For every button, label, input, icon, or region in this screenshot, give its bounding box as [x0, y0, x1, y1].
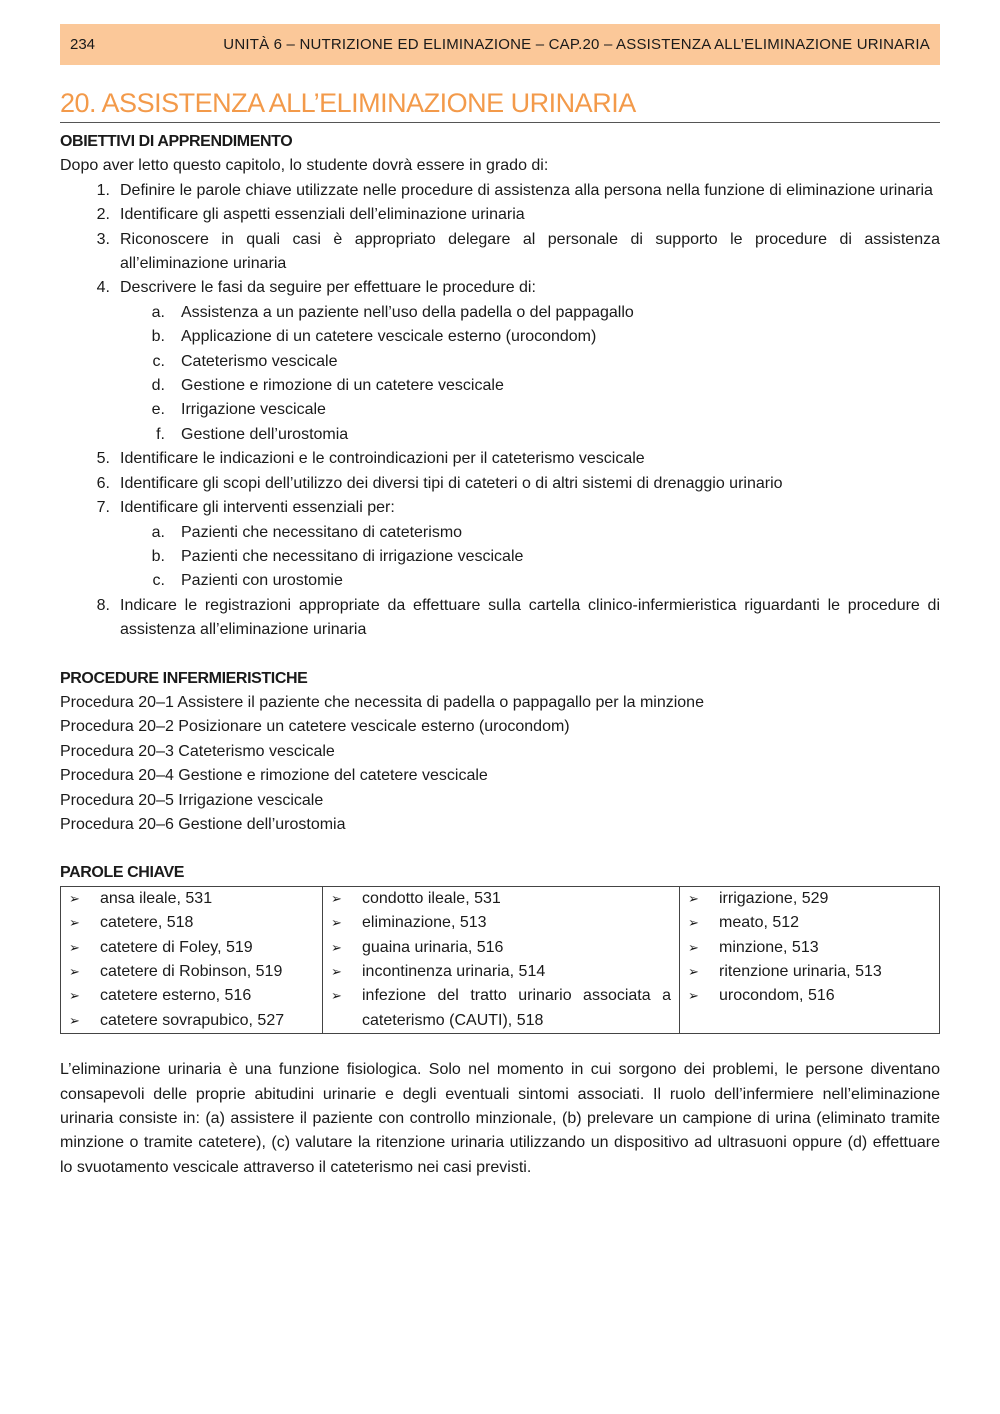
objective-subitem-letter: c.	[152, 572, 165, 590]
objective-body	[120, 472, 940, 496]
objective-text: Identificare le indicazioni e le controindicazioni per il cateterismo vescicale	[120, 450, 645, 468]
procedure-item: Procedura 20–5 Irrigazione vescicale	[60, 791, 324, 809]
keyword-item	[331, 911, 671, 935]
keyword-item	[331, 960, 671, 984]
arrow-bullet-icon: ➢	[69, 964, 80, 979]
procedures-heading: PROCEDURE INFERMIERISTICHE	[60, 669, 308, 687]
keyword-item	[69, 911, 314, 935]
keyword-item	[331, 936, 671, 960]
objective-subitem-text: Gestione dell’urostomia	[181, 425, 349, 443]
keyword-text: infezione del tratto urinario associata a cateterismo (CAUTI), 518	[362, 987, 671, 1029]
objective-subitem-letter: b.	[151, 547, 165, 565]
objective-subitem	[120, 398, 940, 422]
objective-number: 7.	[96, 499, 110, 517]
objective-text: Riconoscere in quali casi è appropriato delegare al personale di supporto le procedure di assistenza all’eliminazione urinaria	[120, 230, 940, 273]
objective-subitem-letter: f.	[156, 425, 165, 443]
arrow-bullet-icon: ➢	[331, 988, 342, 1004]
keyword-text: meato, 512	[719, 914, 800, 932]
arrow-bullet-icon: ➢	[69, 1012, 80, 1028]
arrow-bullet-icon: ➢	[688, 915, 699, 931]
arrow-bullet-icon: ➢	[331, 890, 342, 906]
procedure-item: Procedura 20–4 Gestione e rimozione del catetere vescicale	[60, 767, 488, 785]
keyword-item	[331, 984, 671, 1033]
keywords-column	[61, 886, 323, 1033]
procedure-item: Procedura 20–3 Cateterismo vescicale	[60, 742, 335, 760]
objective-subitem-text: Pazienti che necessitano di irrigazione vescicale	[181, 547, 524, 565]
objective-number: 1.	[96, 181, 110, 199]
arrow-bullet-icon: ➢	[331, 964, 342, 979]
page-number: 234	[70, 36, 96, 53]
keyword-text: catetere di Robinson, 519	[100, 963, 283, 980]
objective-body	[120, 203, 940, 227]
objective-number: 6.	[96, 474, 110, 492]
spacer	[60, 1034, 940, 1058]
objective-subitem-letter: c.	[152, 352, 165, 370]
objective-subitem	[120, 325, 940, 349]
page-content	[60, 130, 940, 1180]
objective-subitem-text: Applicazione di un catetere vescicale esterno (urocondom)	[181, 328, 597, 346]
arrow-bullet-icon: ➢	[688, 988, 699, 1004]
procedure-item: Procedura 20–2 Posizionare un catetere vescicale esterno (urocondom)	[60, 718, 570, 736]
keyword-text: ansa ileale, 531	[100, 889, 213, 907]
objective-item	[60, 594, 940, 643]
objective-subitem	[120, 521, 940, 545]
objective-subitem	[120, 374, 940, 398]
objectives-intro: Dopo aver letto questo capitolo, lo studente dovrà essere in grado di:	[60, 157, 549, 175]
arrow-bullet-icon: ➢	[688, 964, 699, 979]
objective-item	[60, 179, 940, 203]
keyword-text: ritenzione urinaria, 513	[719, 963, 882, 980]
arrow-bullet-icon: ➢	[331, 939, 342, 955]
objective-number: 8.	[96, 596, 110, 614]
procedure-item: Procedura 20–6 Gestione dell’urostomia	[60, 815, 346, 833]
objective-subitem	[120, 350, 940, 374]
objective-item	[60, 276, 940, 447]
objective-body	[120, 594, 940, 643]
objective-subitem-letter: e.	[151, 401, 165, 419]
keyword-item	[688, 984, 931, 1008]
objective-body	[120, 447, 940, 471]
objective-body	[120, 276, 940, 447]
objective-text: Identificare gli scopi dell’utilizzo dei diversi tipi di cateteri o di altri sistemi di drenaggio urinario	[120, 474, 783, 492]
objective-text: Indicare le registrazioni appropriate da effettuare sulla cartella clinico-infermieristica riguardanti le procedure di assistenza all’eliminazione urinaria	[120, 596, 940, 639]
objective-number: 2.	[96, 206, 110, 224]
objective-subitem-text: Pazienti che necessitano di cateterismo	[181, 523, 463, 541]
keyword-text: catetere, 518	[100, 914, 194, 932]
keyword-text: condotto ileale, 531	[362, 889, 501, 907]
keyword-item	[688, 960, 931, 984]
objective-number: 3.	[96, 230, 110, 248]
arrow-bullet-icon: ➢	[688, 939, 699, 955]
keyword-text: minzione, 513	[719, 938, 819, 956]
procedure-item: Procedura 20–1 Assistere il paziente che necessita di padella o pappagallo per la minzione	[60, 693, 704, 711]
objective-number: 4.	[96, 279, 110, 297]
keyword-text: incontinenza urinaria, 514	[362, 963, 546, 980]
keyword-text: catetere esterno, 516	[100, 987, 252, 1005]
running-header	[60, 24, 940, 65]
keyword-item	[688, 887, 931, 911]
arrow-bullet-icon: ➢	[69, 939, 80, 955]
keyword-text: irrigazione, 529	[719, 889, 829, 907]
arrow-bullet-icon: ➢	[69, 890, 80, 906]
objective-subitem	[120, 301, 940, 325]
keywords-heading: PAROLE CHIAVE	[60, 864, 184, 882]
arrow-bullet-icon: ➢	[69, 988, 80, 1004]
keyword-text: eliminazione, 513	[362, 914, 487, 932]
objective-item	[60, 203, 940, 227]
objective-sublist	[60, 521, 940, 594]
objectives-heading: OBIETTIVI DI APPRENDIMENTO	[60, 133, 293, 150]
keywords-column	[323, 886, 680, 1033]
keyword-item	[69, 1009, 314, 1033]
objective-subitem	[120, 569, 940, 593]
keyword-text: catetere di Foley, 519	[100, 938, 253, 956]
objective-body	[120, 496, 940, 594]
arrow-bullet-icon: ➢	[69, 915, 80, 931]
objective-subitem-letter: a.	[151, 303, 165, 321]
running-title: UNITÀ 6 – NUTRIZIONE ED ELIMINAZIONE – CAP.20 – ASSISTENZA ALL’ELIMINAZIONE URINARIA	[223, 36, 930, 53]
keyword-item	[69, 936, 314, 960]
keyword-text: urocondom, 516	[719, 987, 835, 1005]
arrow-bullet-icon: ➢	[688, 890, 699, 906]
chapter-title: 20. ASSISTENZA ALL’ELIMINAZIONE URINARIA	[60, 84, 940, 123]
spacer	[60, 837, 940, 861]
objective-text: Identificare gli aspetti essenziali dell’eliminazione urinaria	[120, 206, 525, 224]
objective-subitem-text: Assistenza a un paziente nell’uso della padella o del pappagallo	[181, 303, 634, 321]
objective-text: Definire le parole chiave utilizzate nelle procedure di assistenza alla persona nella funzione di eliminazione urinaria	[120, 181, 933, 199]
keyword-item	[331, 887, 671, 911]
keywords-column	[680, 886, 940, 1033]
objective-item	[60, 447, 940, 471]
keywords-table	[60, 886, 940, 1034]
objective-number: 5.	[96, 450, 110, 468]
objective-item	[60, 228, 940, 277]
keyword-text: guaina urinaria, 516	[362, 938, 504, 956]
objective-item	[60, 496, 940, 594]
objective-subitem-text: Irrigazione vescicale	[181, 401, 326, 419]
keyword-item	[688, 911, 931, 935]
objective-subitem-text: Gestione e rimozione di un catetere vescicale	[181, 377, 504, 395]
objective-subitem-letter: a.	[151, 523, 165, 541]
procedures-list	[60, 691, 940, 837]
objective-body	[120, 179, 940, 203]
keyword-text: catetere sovrapubico, 527	[100, 1011, 285, 1029]
body-paragraph: L’eliminazione urinaria è una funzione fisiologica. Solo nel momento in cui sorgono dei problemi, le persone diventano consapevoli delle proprie abitudini urinarie e degli eventuali sintomi associati. Il ruolo dell’infermiere nell’eliminazione urinaria consiste in: (a) assistere il paziente con controllo minzionale, (b) prelevare un campione di urina (eliminato tramite minzione o tramite catetere), (c) valutare la ritenzione urinaria utilizzando un dispositivo ad ultrasuoni oppure (d) effettuare lo svuotamento vescicale attraverso il cateterismo nei casi previsti.	[60, 1061, 940, 1176]
keyword-item	[688, 936, 931, 960]
objective-sublist	[60, 301, 940, 447]
objective-body	[120, 228, 940, 277]
objective-subitem	[120, 545, 940, 569]
objective-subitem-letter: d.	[151, 377, 165, 395]
keyword-item	[69, 984, 314, 1008]
objective-subitem	[120, 423, 940, 447]
arrow-bullet-icon: ➢	[331, 915, 342, 931]
objective-subitem-text: Pazienti con urostomie	[181, 572, 343, 590]
spacer	[60, 643, 940, 667]
objective-text: Descrivere le fasi da seguire per effettuare le procedure di:	[120, 279, 536, 297]
objective-subitem-text: Cateterismo vescicale	[181, 352, 338, 370]
objective-item	[60, 472, 940, 496]
objectives-list	[60, 179, 940, 643]
objective-text: Identificare gli interventi essenziali per:	[120, 499, 395, 517]
objective-subitem-letter: b.	[151, 328, 165, 346]
keyword-item	[69, 960, 314, 984]
keyword-item	[69, 887, 314, 911]
